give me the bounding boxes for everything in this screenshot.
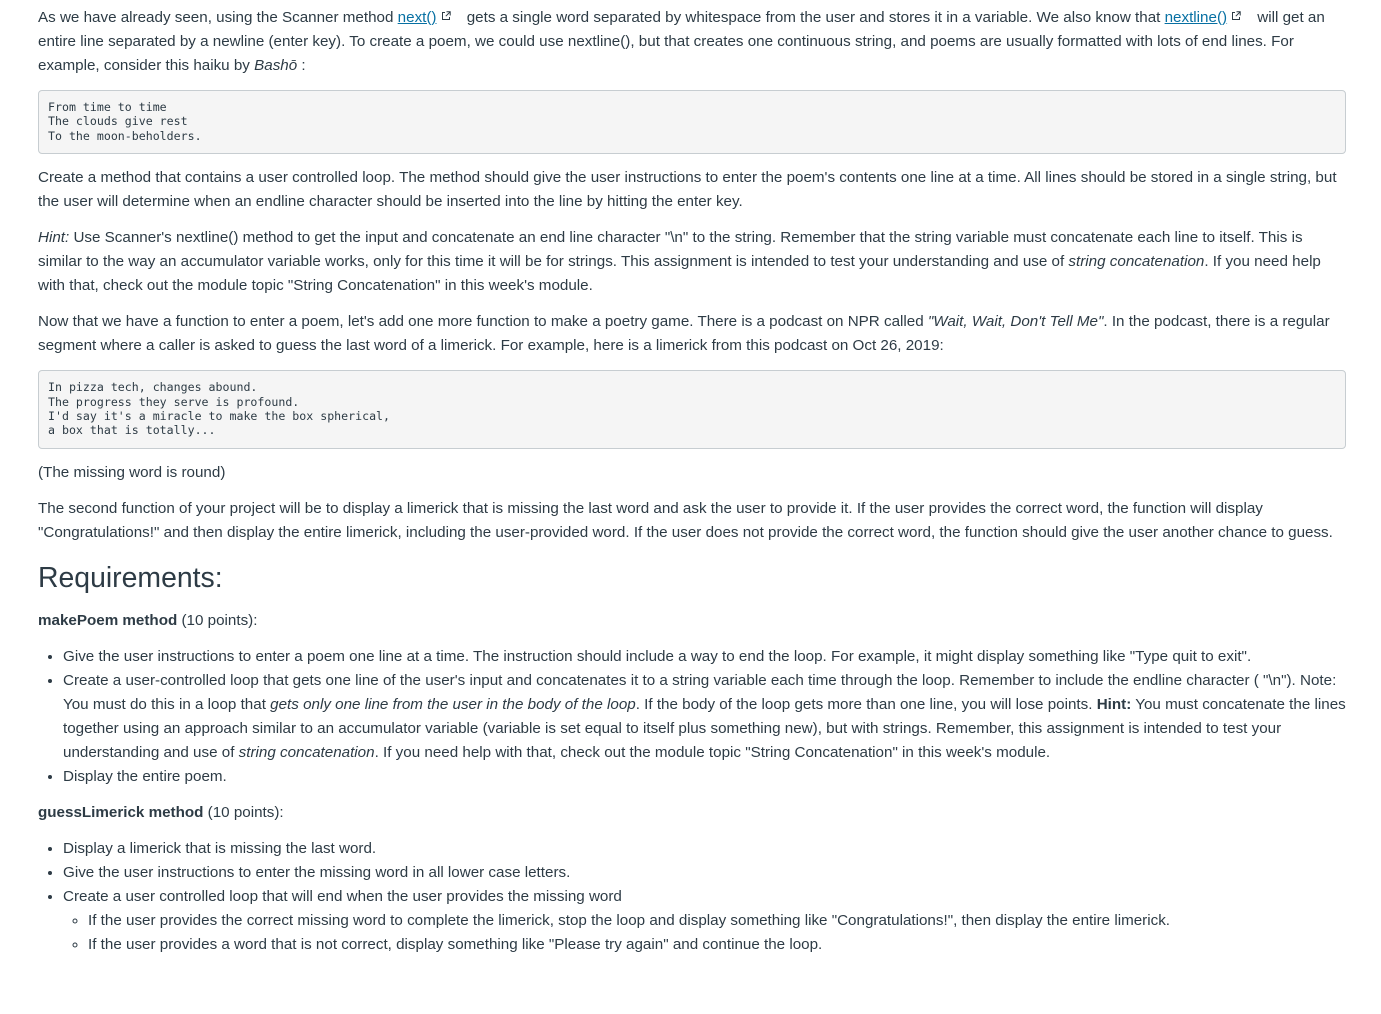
make-poem-heading: makePoem method (10 points): bbox=[38, 611, 258, 629]
haiku-code-block: From time to time The clouds give rest To the moon-beholders. bbox=[38, 90, 1346, 154]
second-function-paragraph: The second function of your project will be to display a limerick that is missing the last word and ask the user to provide it. If the user provides the correct word, the function will display "Congratulations!" and then display the entire limerick, including the user-provided word. If the user does not provide the correct word, the function should give the user another chance to guess. bbox=[38, 499, 1333, 541]
nextline-method-link[interactable]: nextline() bbox=[1164, 9, 1228, 26]
sub-list-item: ◦ If the user provides the correct missing word to complete the limerick, stop the loop and display something like "Congratulations!", then display the entire limerick. bbox=[88, 909, 1346, 933]
poetry-game-paragraph: Now that we have a function to enter a poem, let's add one more function to make a poetry game. There is a podcast on NPR called "Wait, Wait, Don't Tell Me". In the podcast, there is a regular segment where a caller is asked to guess the last word of a limerick. For example, here is a limerick from this podcast on Oct 26, 2019: bbox=[38, 313, 1330, 355]
assignment-content bbox=[38, 6, 1346, 969]
list-item: • Create a user controlled loop that will end when the user provides the missing word ◦ If the user provides the correct missing word to complete the limerick, stop the loop and display something like "Congratulations!", then display the entire limerick. ◦ If the user provides a word that is not correct, display something like "Please try again" and continue the loop. bbox=[63, 885, 1346, 957]
external-link-icon bbox=[441, 11, 451, 21]
list-item: • Give the user instructions to enter the missing word in all lower case letters. bbox=[63, 861, 1346, 885]
loop-instructions-paragraph: Create a method that contains a user controlled loop. The method should give the user instructions to enter the poem's contents one line at a time. All lines should be stored in a single string, but the user will determine when an endline character should be inserted into the line by hitting the enter key. bbox=[38, 169, 1337, 211]
requirements-heading: Requirements: bbox=[38, 561, 223, 594]
haiku-author: Bashō bbox=[254, 57, 298, 74]
podcast-title: "Wait, Wait, Don't Tell Me" bbox=[927, 313, 1104, 331]
guess-limerick-list bbox=[38, 837, 1346, 957]
next-method-link[interactable]: next() bbox=[397, 9, 437, 26]
make-poem-title: makePoem method bbox=[38, 611, 178, 629]
list-item: • Give the user instructions to enter a poem one line at a time. The instruction should include a way to end the loop. For example, it might display something like "Type quit to exit". bbox=[63, 645, 1346, 669]
guess-limerick-title: guessLimerick method bbox=[38, 803, 204, 821]
limerick-code-block: In pizza tech, changes abound. The progress they serve is profound. I'd say it's a miracle to make the box spherical, a box that is totally... bbox=[38, 370, 1346, 449]
hint-paragraph: Hint: Use Scanner's nextline() method to get the input and concatenate an end line character "\n" to the string. Remember that the string variable must concatenate each line to itself. This is similar to the way an accumulator variable works, only for this time it will be for strings. This assignment is intended to test your understanding and use of string concatenation. If you need help with that, check out the module topic "String Concatenation" in this week's module. bbox=[38, 229, 1321, 295]
make-poem-list bbox=[38, 645, 1346, 789]
list-item: • Display the entire poem. bbox=[63, 765, 1346, 789]
external-link-icon bbox=[1231, 11, 1241, 21]
hint-label: Hint: bbox=[38, 229, 70, 247]
missing-word-note: (The missing word is round) bbox=[38, 463, 226, 481]
guess-limerick-heading: guessLimerick method (10 points): bbox=[38, 803, 284, 821]
intro-paragraph: As we have already seen, using the Scanner method next() gets a single word separated by whitespace from the user and stores it in a variable. We also know that nextline() will get an entire line separated by a newline (enter key). To create a poem, we could use nextline(), but that creates one continuous string, and poems are usually formatted with lots of end lines. For example, consider this haiku by Bashō : bbox=[38, 9, 1325, 74]
list-item: • Display a limerick that is missing the last word. bbox=[63, 837, 1346, 861]
guess-limerick-sublist bbox=[63, 909, 1346, 957]
list-item: • Create a user-controlled loop that gets one line of the user's input and concatenates it to a string variable each time through the loop. Remember to include the endline character ( "\n"). Note: You must do this in a loop that gets only one line from the user in the body of the loop. If the body of the loop gets more than one line, you will lose points. Hint: You must concatenate the lines together using an approach similar to an accumulator variable (variable is set equal to itself plus something new), but with strings. Remember, this assignment is intended to test your understanding and use of string concatenation. If you need help with that, check out the module topic "String Concatenation" in this week's module. bbox=[63, 669, 1346, 765]
sub-list-item: ◦ If the user provides a word that is not correct, display something like "Please try again" and continue the loop. bbox=[88, 933, 1346, 957]
